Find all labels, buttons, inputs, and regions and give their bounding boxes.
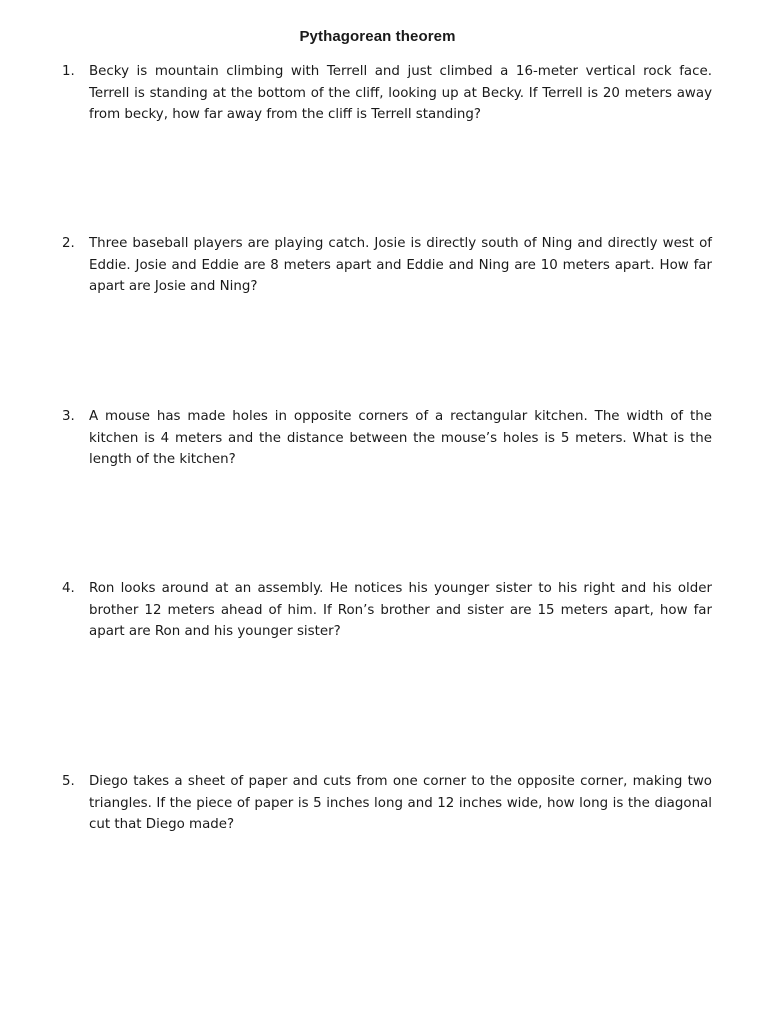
problem-text: Diego takes a sheet of paper and cuts from one corner to the opposite corner, making two triangles. If the piece of paper is 5 inches long and 12 inches wide, how long is the diagonal cut that Diego made? [89,774,712,832]
problem-text: Ron looks around at an assembly. He notices his younger sister to his right and his older brother 12 meters ahead of him. If Ron’s brother and sister are 15 meters apart, how far apart are Ron and his younger sister? [89,581,712,639]
problem-item [62,61,712,126]
problem-number: 5. [62,774,75,789]
problem-item [62,233,712,298]
problem-text: Three baseball players are playing catch. Josie is directly south of Ning and directly west of Eddie. Josie and Eddie are 8 meters apart and Eddie and Ning are 10 meters apart. How far apart are Josie and Ning? [89,236,712,294]
problem-number: 3. [62,409,75,424]
problem-item [62,578,712,643]
problem-number: 1. [62,64,75,79]
page-title: Pythagorean theorem [299,28,456,45]
problem-number: 2. [62,236,75,251]
problem-number: 4. [62,581,75,596]
problem-text: A mouse has made holes in opposite corners of a rectangular kitchen. The width of the kitchen is 4 meters and the distance between the mouse’s holes is 5 meters. What is the length of the kitchen? [89,409,712,467]
problem-item [62,771,712,836]
problem-item [62,406,712,471]
problem-text: Becky is mountain climbing with Terrell and just climbed a 16-meter vertical rock face. Terrell is standing at the bottom of the cliff, looking up at Becky. If Terrell is 20 meters away from becky, how far away from the cliff is Terrell standing? [89,64,712,122]
